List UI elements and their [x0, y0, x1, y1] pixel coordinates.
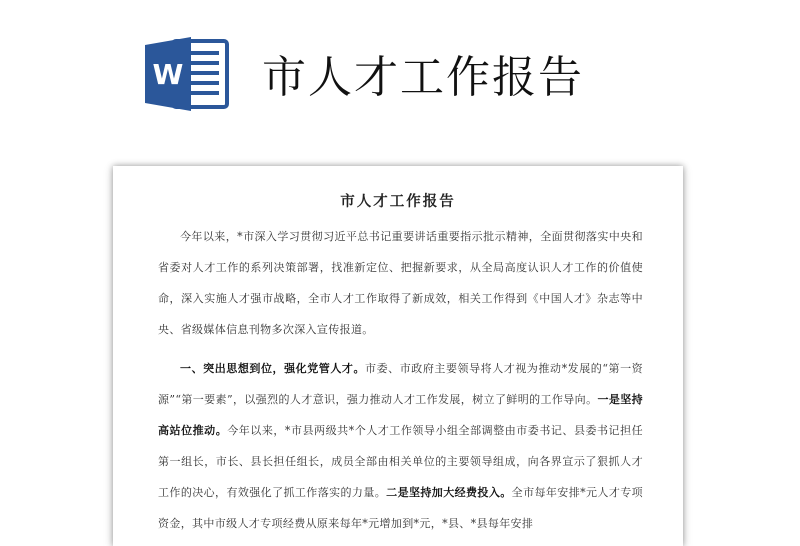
document-title: 市人才工作报告: [340, 193, 456, 210]
subheading-2-text: 全市每年安排*元人才专项资金，其中市级人才专项经费从原来每年*元增加到*元，*县、*县每年安排: [158, 486, 644, 530]
document-page: [113, 166, 683, 546]
word-icon-letter: W: [152, 58, 184, 91]
header-banner: [0, 0, 800, 160]
paragraph-section-1: [158, 353, 643, 539]
paragraph-intro: 今年以来，*市深入学习贯彻习近平总书记重要讲话重要指示批示精神，全面贯彻落实中央和省委对人才工作的系列决策部署，找准新定位、把握新要求，从全局高度认识人才工作的价值使命，深入实施人才强市战略，全市人才工作取得了新成效，相关工作得到《中国人才》杂志等中央、省级媒体信息刊物多次深入宣传报道。: [158, 230, 643, 336]
page-title: 市人才工作报告: [262, 52, 584, 103]
section-heading-1: 一、突出思想到位，强化党管人才。: [180, 362, 366, 375]
word-icon: [143, 37, 229, 111]
subheading-1: 一是坚持高站位推动。: [158, 393, 643, 437]
section-1-text: 市委、市政府主要领导将人才视为推动*发展的“第一资源”“第一要素”，以强烈的人才意识，强力推动人才工作发展，树立了鲜明的工作导向。: [158, 362, 643, 406]
subheading-1-text: 今年以来，*市县两级共*个人才工作领导小组全部调整由市委书记、县委书记担任第一组长，市长、县长担任组长，成员全部由相关单位的主要领导组成，向各界宣示了狠抓人才工作的决心，有效强化了抓工作落实的力量。: [158, 424, 643, 499]
subheading-2: 二是坚持加大经费投入。: [386, 486, 512, 499]
